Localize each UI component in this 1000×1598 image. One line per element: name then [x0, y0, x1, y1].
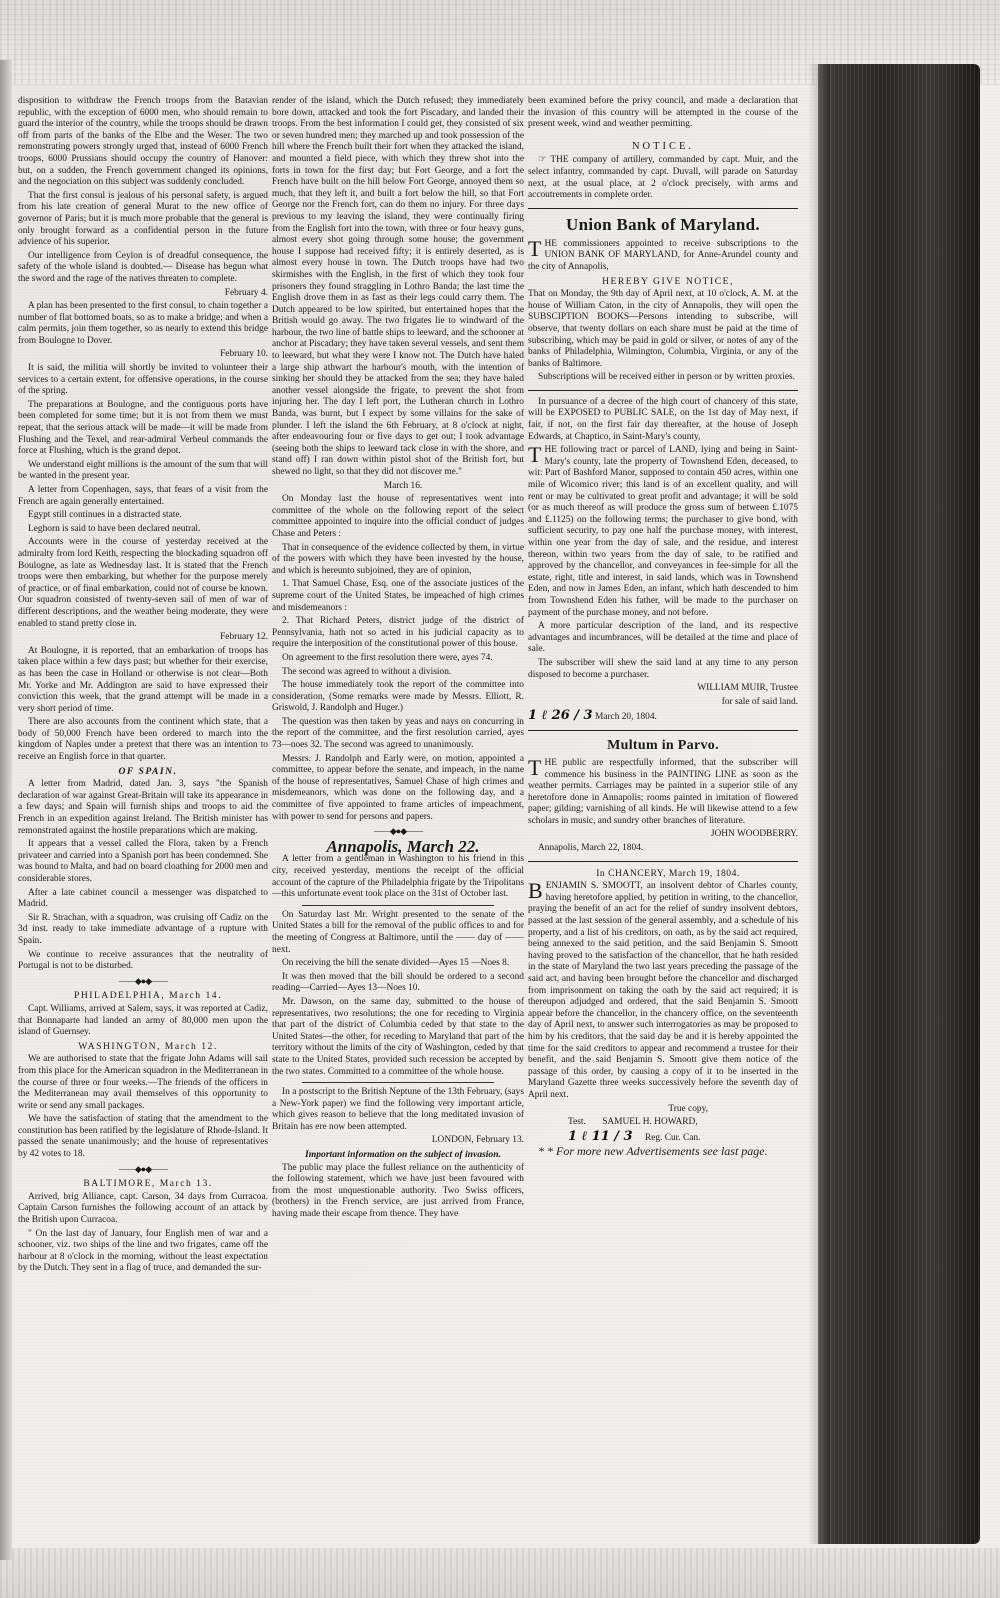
scan-bottom-margin [0, 1548, 1000, 1598]
newspaper-page [14, 96, 814, 1546]
article-paragraph: We have the satisfaction of stating that the amendment to the constitution has been ratified by the legislature of Rhode-Island. It passed the senate unanimously; and the house of representatives by 42 votes to 18. [18, 1114, 268, 1160]
divider-line [302, 1082, 494, 1083]
article-paragraph: Leghorn is said to have been declared neutral. [28, 523, 201, 534]
article-paragraph: A letter from a gentleman in Washington to his friend in this city, received yesterday, mentions the receipt of the official account of the capture of the Philadelphia frigate by the Tripolitans—this unfortunate event took place on the 31st of October last. [272, 854, 524, 900]
column-1 [18, 96, 268, 1546]
handwritten-mark: 1 ℓ 26 / 3 [528, 708, 593, 724]
signature-line: for sale of said land. [721, 696, 798, 707]
advertisement-paragraph: A more particular description of the land, and its respective advantages and incumbrances, will be detailed at the time and place of sale. [528, 621, 798, 655]
article-paragraph: After a late cabinet council a messenger was dispatched to Madrid. [18, 887, 268, 910]
article-paragraph: disposition to withdraw the French troops from the Batavian republic, with the exception of 6000 men, who should remain to guard the interior of the country, while the troops should be drawn off from parts of the banks of the Elbe and the Weser. The two remonstrating powers strongly urged that, instead of 6000 French troops, 6000 Prussians should occupy the country of Hanover: but, on a sudden, the French government changed its opinions, and the negociation on this subject was suddenly concluded. [18, 96, 268, 188]
article-paragraph: Egypt still continues in a distracted state. [28, 510, 182, 521]
article-paragraph: At Boulogne, it is reported, that an embarkation of troops has taken place within a few days past; but whether for their exercise, as has been the case in Holland or otherwise is not clear—Both Mr. Yorke and Mr. Addington are said to have expressed their conviction this week, that the grand attempt will be made in a very short period of time. [18, 645, 268, 714]
scan-left-edge [0, 60, 12, 1560]
article-paragraph: In a postscript to the British Neptune of the 13th February, (says a New-York paper) we find the following very important article, which gives reason to believe that the long meditated invasion of Britain has ere now been attempted. [272, 1087, 524, 1132]
article-paragraph: A plan has been presented to the first consul, to chain together a number of flat bottomed boats, so as to make a bridge; and when a calm permits, join them together, so as nearly to extend this bridge from Boulogne to Dover. [18, 301, 268, 346]
test-label: Test. [568, 1117, 586, 1128]
ornament-divider: ——◆●◆—— [118, 1163, 168, 1174]
article-paragraph: On Monday last the house of representatives went into committee of the whole on the following report of the select committee appointed to inquire into the official conduct of judges Chase and Peters : [272, 494, 524, 539]
article-paragraph: 2. That Richard Peters, district judge of the district of Pennsylvania, hath not so acted in his judicial capacity as to require the interposition of the constitutional power of this house. [272, 616, 524, 650]
article-paragraph: A letter from Copenhagen, says, that fears of a visit from the French are again generally entertained. [18, 485, 268, 507]
article-paragraph: Arrived, brig Alliance, capt. Carson, 34 days from Curracoa. Captain Carson furnishes the following account of an attack by the British upon Curracoa. [18, 1191, 268, 1226]
divider-line [528, 208, 798, 209]
article-paragraph: That in consequence of the evidence collected by them, in virtue of the powers with which they have been invested by the house, and which is hereunto subjoined, they are of opinion, [272, 542, 524, 576]
section-heading: PHILADELPHIA, March 14. [73, 990, 222, 1002]
ad-date: Annapolis, March 22, 1804. [538, 843, 644, 854]
notice-heading: HEREBY GIVE NOTICE, [602, 275, 734, 287]
advertisement-paragraph: BENJAMIN S. SMOOTT, an insolvent debtor of Charles county, having heretofore applied, by petition in writing, to the chancellor, praying the benefit of an act for the relief of sundry insolvent debtors, passed at the last session of the general assembly, and a schedule of his property, and a list of his creditors, on oath, as by the said act required, being annexed to the said petition, and the said Benjamin S. Smoott having proved to the satisfaction of the chancellor, that he hath resided in the state of Maryland the two last years preceding the passage of the said act, and having been brought before the chancellor and discharged from imprisonment on taking the oath by the said act required; it is thereupon adjudged and ordered, that the said Benjamin S. Smoott appear before the chancellor, in the chancery office, on the seventeenth day of April next, to answer such interrogatories as may be proposed to him by his creditors, that the said day be and it is hereby appointed the time for the said creditors to appear and recommend a trustee for their benefit, and the said Benjamin S. Smoott give them notice of the passage of this order, by causing a copy of it to be inserted in the Maryland Gazette three weeks successively before the seventh day of April next. [528, 878, 798, 1100]
article-paragraph: It appears that a vessel called the Flora, taken by a French privateer and carried into a Spanish port has been condemned. She was bound to Malta, and had on board cloathing for 2000 men and considerable stores. [18, 839, 268, 884]
article-paragraph: Sir R. Strachan, with a squadron, was cruising off Cadiz on the 3d inst. ready to take immediate advantage of a rupture with Spain. [18, 912, 268, 946]
ad-date [528, 710, 798, 724]
article-paragraph: The question was then taken by yeas and nays on concurring in the report of the committee, and the first resolution carried, ayes 73—noes 32. The second was agreed to unanimously. [272, 716, 524, 751]
article-paragraph: " On the last day of January, four English men of war and a schooner, viz. two ships of the line and two frigates, came off the harbour at 8 o'clock in the morning, without the least expectation by the Dutch. They sent in a flag of truce, and demanded the sur- [18, 1228, 268, 1274]
dateline: February 12. [220, 632, 268, 643]
more-advertisements-note: * * For more new Advertisements see last page. [538, 1144, 768, 1159]
article-paragraph: On receiving the bill the senate divided—Ayes 15 —Noes 8. [282, 958, 510, 969]
ornament-divider: ——◆●◆—— [118, 975, 168, 986]
article-paragraph: Capt. Williams, arrived at Salem, says, it was reported at Cadiz, that Bonnaparte had landed an army of 80,000 men upon the island of Guernsey. [18, 1003, 268, 1038]
section-heading-annapolis: Annapolis, March 22. [326, 836, 480, 856]
advertisement-paragraph: Subscriptions will be received either in person or by written proxies. [538, 372, 795, 383]
dateline: February 4. [224, 287, 268, 298]
advertisement-paragraph: THE public are respectfully informed, that the subscriber will commence his business in the PAINTING LINE as soon as the weather permits. Carriages may be painted in a superior stile of any heretofore done in Annapolis; rooms painted in imitation of flowered paper; gilding; varnishing of all kinds. He will likewise attend to a few scholars in music, and sundry other branches of literature. [528, 754, 798, 826]
signature-block [568, 1117, 798, 1129]
divider-line [528, 390, 798, 391]
signature: SAMUEL H. HOWARD, [602, 1117, 698, 1128]
advertisement-paragraph: The subscriber will shew the said land at any time to any person disposed to become a purchaser. [528, 657, 798, 680]
ornament-divider: ——◆●◆—— [373, 826, 423, 837]
article-paragraph: The house immediately took the report of the committee into consideration, (Some remarks were made by Messrs. Elliott, R. Griswold, J. Randolph and Huger.) [272, 680, 524, 714]
article-paragraph: A letter from Madrid, dated Jan. 3, says "the Spanish declaration of war against Great-Britain will take its appearance in a few days; and Spain will furnish ships and troops to aid the French in an expedition against Ireland. The British minister has remonstrated against the hostile preparations which are making. [18, 779, 268, 836]
dateline: March 16. [383, 480, 423, 491]
advertisement-paragraph: In pursuance of a decree of the high court of chancery of this state, will be EXPOSED to PUBLIC SALE, on the 1st day of May next, if fair, if not, on the first fair day thereafter, at the house of Joseph Edwards, at Chaptico, in Saint-Mary's county, [528, 396, 798, 442]
divider-line [528, 730, 798, 731]
dateline: LONDON, February 13. [431, 1135, 524, 1146]
divider-line [528, 861, 798, 862]
advertisement-paragraph: THE following tract or parcel of LAND, lying and being in Saint-Mary's county, late the property of Townshend Eden, deceased, to wit: Part of Bashford Manor, supposed to contain 450 acres, within one mile of Wicomico river; this land is of an excellent quality, and will rent or may be cultivated to great profit and advantage; it will be sold (or as much thereof as will produce the gross sum of between £.1075 and £.1125) on the following terms; the purchaser to give bond, with sufficient security, to pay one half the purchase money, with interest, within one year from the day of sale, and the residue, and interest thereon, within two years from the day of sale, to be ratified and approved by the chancellor, and conveyances in fee-simple for all the estate, right, title and interest, in said lands, which was in Townshend Eden, and now in James Eden, an infant, which hath descended to him from Townshend Eden his father, will be made to the purchaser on payment of the purchase money, and not before. [528, 442, 798, 618]
signature: JOHN WOODBERRY. [710, 829, 798, 840]
registrar-title: Reg. Cur. Can. [644, 1132, 701, 1143]
signature: WILLIAM MUIR, Trustee [697, 683, 798, 694]
section-heading: OF SPAIN. [118, 765, 178, 777]
handwritten-mark: 1 ℓ 11 / 3 [568, 1128, 633, 1144]
article-paragraph: On agreement to the first resolution there were, ayes 74. [282, 652, 493, 663]
date-text: March 20, 1804. [594, 712, 657, 723]
signature-block [568, 1128, 798, 1145]
article-paragraph: We understand eight millions is the amount of the sum that will be wanted in the present year. [18, 459, 268, 482]
article-paragraph: We continue to receive assurances that the neutrality of Portugal is not to be disturbed. [18, 949, 268, 972]
section-heading: Important information on the subject of invasion. [305, 1149, 501, 1161]
article-paragraph: It was then moved that the bill should be ordered to a second reading—Carried—Ayes 13—Noes 10. [272, 971, 524, 994]
article-paragraph: That the first consul is jealous of his personal safety, is argued from his late creation of general Murat to the new office of governor of Paris; but it is much more probable that the general is only brought forward as a confidential person in the future advience of his superior. [18, 190, 268, 248]
column-2 [272, 96, 524, 1546]
notice-body: ☞ THE company of artillery, commanded by capt. Muir, and the select infantry, commanded by capt. Duvall, will parade on Saturday next, at the usual place, at 2 o'clock precisely, with arms and accoutrements in complete order. [528, 155, 798, 201]
article-paragraph: The preparations at Boulogne, and the contiguous ports have been completed for some time; but it is not from them we must repeat, that the serious attack will be made—it will be made from Flushing and the Texel, and rear-admiral Verheul commands the force at Flushing, which is the grand depot. [18, 399, 268, 457]
article-paragraph: render of the island, which the Dutch refused; they immediately bore down, attacked and took the fort Piscadary, and landed their troops. From the best information I could get, they consisted of six or seven hundred men; they marched up and took possession of the hill where the French built their fort when they attacked the island, and mounted a field piece, with which they threw shot into the forts in town for the first day; but Fort George, and a fort the French have built on the hill below Fort George, annoyed them so much, that they left it, and built a fort below the hill, so that Fort George nor the French fort, can do them no injury. For three days previous to my leaving the island, they were continually firing from the English fort into the town, with three or four heavy guns, almost every shot going through some house; the government house I suppose had received fifty; it is entirely deserted, as is almost every house in town. The Dutch troops have had two skirmishes with the English, in the first of which they took four prisoners they found straggling in Lothro Banda; the last time the English drove them in as fast as their legs could carry them. The Dutch appeared to be low spirited, but entertained hopes that the British would go away. The two frigates lie to windward of the harbour, the two line of battle ships to leeward, and the schooner at anchor at Piscadary; they have taken several vessels, and sent them to leeward, but what they were I know not. The Dutch have haled a large ship athwart the harbour's mouth, with the intention of sinking her should they be attacked from the sea; they have haled another vessel alongside the frigate, to prevent the shot from injuring her. The day I left port, the Lutheran church in Lothro Banda, was burnt, but I expect by some villains for the sake of plunder. I left the island the 6th February, at 8 o'clock at night, after endeavouring four or five days to get out; I took advantage (seeing both the ships to leeward tack close in with the shore, and stand off) I ran down within pistol shot of the British fort, but shewed no light, so that they did not discover me." [272, 96, 524, 477]
article-paragraph: Mr. Dawson, on the same day, submitted to the house of representatives, two resolutions; the one for receding to Virginia that part of the district of Columbia ceded by that state to the United States—the other, for receding to Maryland that part of the territory without the limits of the city of Washington, ceded by that state to the United States, provided such recession be accepted by the two states. Committed to a committee of the whole house. [272, 996, 524, 1077]
advertisement-paragraph: That on Monday, the 9th day of April next, at 10 o'clock, A. M. at the house of William Caton, in the city of Annapolis, they will open the SUBSCIPTION BOOKS—Persons intending to subscribe, will observe, that twenty dollars on each share must be paid at the time of subscribing, which may be paid in gold or silver, or notes of any of the banks of Philadelphia, Wilmington, Columbia, Virginia, or any of the banks of Baltimore. [528, 289, 798, 369]
book-page-edges [818, 64, 980, 1544]
advertisement-paragraph: THE commissioners appointed to receive subscriptions to the UNION BANK OF MARYLAND, for Anne-Arundel county and the city of Annapolis, [528, 235, 798, 272]
chancery-heading: In CHANCERY, March 19, 1804. [596, 867, 740, 879]
dateline: February 10. [220, 349, 268, 360]
divider-line [302, 905, 494, 906]
column-3 [528, 96, 798, 1546]
article-paragraph: 1. That Samuel Chase, Esq. one of the associate justices of the supreme court of the United States, be impeached of high crimes and misdemeanors : [272, 579, 524, 613]
article-paragraph: There are also accounts from the continent which state, that a body of 50,000 French have been ordered to march into the kingdom of Naples under a pretext that there was an intention to receive an English force in that quarter. [18, 717, 268, 763]
article-paragraph: We are authorised to state that the frigate John Adams will sail from this place for the American squadron in the Mediterranean in the course of three or four weeks.—The friends of the officers in the Mediterranean may avail themselves of this opportunity to write or send any small packages. [18, 1054, 268, 1111]
article-paragraph: The public may place the fullest reliance on the authenticity of the following statement, which we have just been favoured with from the most unquestionable authority. Two Swiss officers, (brothers) in the French service, are just arrived from France, having made their escape from thence. They have [272, 1162, 524, 1220]
multum-in-parvo-title: Multum in Parvo. [607, 737, 719, 753]
article-paragraph: Our intelligence from Ceylon is of dreadful consequence, the safety of the whole island is doubted.— Disease has begun what the sword and the rage of the natives threaten to complete. [18, 250, 268, 284]
article-paragraph: Accounts were in the course of yesterday received at the admiralty from lord Keith, respecting the blockading squadron off Boulogne, as late as Wednesday last. It is stated that the French troops were then embarking, but whether for the purpose merely of practice, or of final embarkation, could not of course be known. Our squadron consisted of twenty-seven sail of men of war of different descriptions, and the weather being moderate, they were enabled to stand pretty close in. [18, 537, 268, 629]
article-paragraph: It is said, the militia will shortly be invited to volunteer their services to a certain extent, for offensive operations, in the course of the spring. [18, 363, 268, 397]
notice-title: NOTICE. [631, 140, 695, 152]
article-paragraph: The second was agreed to without a division. [282, 666, 452, 677]
union-bank-title: Union Bank of Maryland. [566, 214, 760, 234]
article-paragraph: On Saturday last Mr. Wright presented to the senate of the United States a bill for the removal of the public offices to and for the meeting of Congress at Baltimore, until the —— day of —— next. [272, 909, 524, 955]
true-copy-line: True copy, [668, 1103, 708, 1114]
section-heading: BALTIMORE, March 13. [83, 1178, 213, 1190]
article-paragraph: been examined before the privy council, and made a declaration that the invasion of this country will be attempted in the course of the present week, wind and weather permitting. [528, 96, 798, 130]
section-heading: WASHINGTON, March 12. [78, 1040, 218, 1052]
article-paragraph: Messrs. J. Randolph and Early were, on motion, appointed a committee, to appear before the senate, and impeach, in the name of the house of representatives, Samuel Chase of high crimes and misdemeanors, which was done on the following day, and a committee of five appointed to frame articles of impeachment, with power to send for persons and papers. [272, 753, 524, 822]
